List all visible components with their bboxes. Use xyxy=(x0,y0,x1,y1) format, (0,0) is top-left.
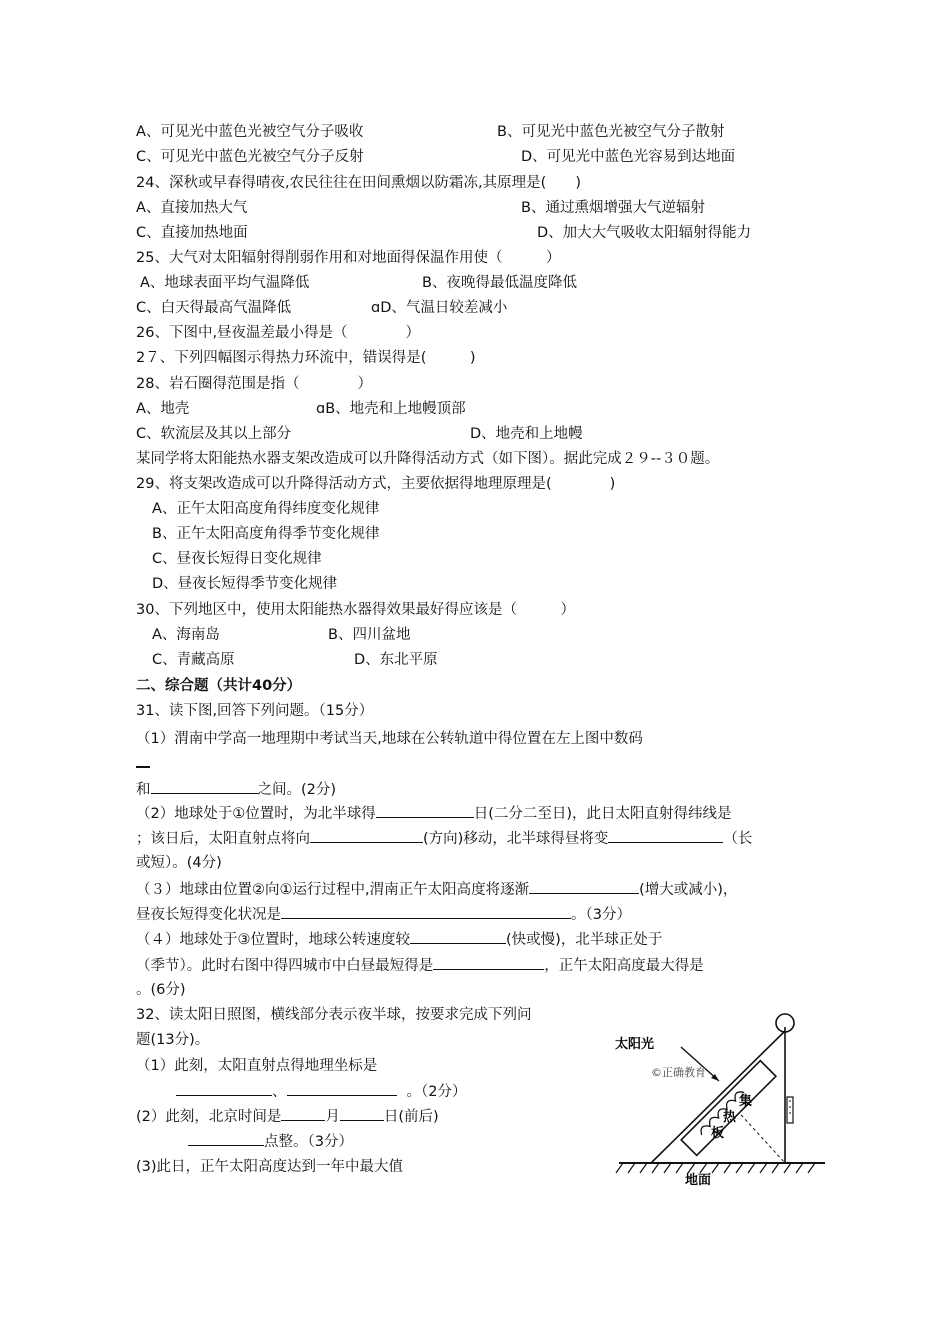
q24-stem: 24、深秋或早春得晴夜,农民往往在田间熏烟以防霜冻,其原理是( ) xyxy=(136,175,581,191)
q31-part4-text-c: （季节）。此时右图中得四城市中白昼最短得是 xyxy=(136,958,434,974)
q31-part4-blank-speed[interactable] xyxy=(410,929,506,944)
q31-part3-text-a: （３）地球由位置②向①运行过程中,渭南正午太阳高度将逐渐 xyxy=(136,882,530,898)
q31-part4-text-b: (快或慢)，北半球正处于 xyxy=(506,932,663,948)
q30-option-d: D、东北平原 xyxy=(354,652,438,668)
q32-part2-line1 xyxy=(136,1106,439,1127)
q32-part2-text-day: 日(前后) xyxy=(383,1109,439,1125)
q31-part2-line2 xyxy=(136,828,752,849)
q24-option-d: D、加大大气吸收太阳辐射得能力 xyxy=(537,225,752,241)
q31-part2-text-d: (方向)移动，北半球得昼将变 xyxy=(423,831,609,847)
q30-option-a: A、海南岛 xyxy=(152,627,220,643)
sunlight-label: 太阳光 xyxy=(615,1037,655,1052)
q32-part1-sep: 、 xyxy=(272,1084,287,1100)
q31-part3-blank-daylength[interactable] xyxy=(281,904,571,919)
q29-option-c: C、昼夜长短得日变化规律 xyxy=(152,551,322,567)
panel-label-1: 集 xyxy=(739,1094,753,1109)
q28-option-b: ɑB、地壳和上地幔顶部 xyxy=(316,401,466,417)
q31-part2-line1 xyxy=(136,803,732,824)
watermark: ©正确教育 xyxy=(651,1066,706,1079)
q28-stem: 28、岩石圈得范围是指（ ） xyxy=(136,376,372,392)
ground-label: 地面 xyxy=(685,1173,712,1188)
q32-part2-blank-hour[interactable] xyxy=(188,1131,264,1146)
q30-option-c: C、青藏高原 xyxy=(152,652,235,668)
q27-stem: 2７、下列四幅图示得热力环流中，错误得是( ) xyxy=(136,350,476,366)
q23-option-b: B、可见光中蓝色光被空气分子散射 xyxy=(497,124,725,140)
q31-part3-line2 xyxy=(136,904,631,925)
q23-option-c: C、可见光中蓝色光被空气分子反射 xyxy=(136,149,364,165)
q29-30-intro: 某同学将太阳能热水器支架改造成可以升降得活动方式（如下图）。据此完成２９--３０题。 xyxy=(136,451,720,467)
ground-hatching xyxy=(616,1163,815,1173)
q32-part1-blank-lat[interactable] xyxy=(176,1081,272,1096)
q29-option-b: B、正午太阳高度角得季节变化规律 xyxy=(152,526,380,542)
q25-option-d: ɑD、气温日较差减小 xyxy=(371,300,508,316)
q25-option-c: C、白天得最高气温降低 xyxy=(136,300,292,316)
q31-part4-blank-city[interactable] xyxy=(433,955,544,970)
q31-part2-blank-day[interactable] xyxy=(376,803,474,818)
q31-part1-and: 和 xyxy=(136,782,151,798)
q32-part2-line2 xyxy=(136,1131,353,1152)
q31-stem: 31、读下图,回答下列问题。（15分） xyxy=(136,703,374,719)
q32-part2-text-hour: 点整。（3分） xyxy=(264,1134,353,1150)
q31-part3-line1 xyxy=(136,879,737,900)
q32-part1-blank-lon[interactable] xyxy=(287,1081,397,1096)
q31-part1-line2 xyxy=(136,779,336,800)
q31-part2-blank-length[interactable] xyxy=(608,828,723,843)
q31-part4-text-a: （４）地球处于③位置时，地球公转速度较 xyxy=(136,932,410,948)
q32-part3-line1: (3)此日，正午太阳高度达到一年中最大值 xyxy=(136,1159,404,1175)
q32-part2-blank-day[interactable] xyxy=(340,1106,384,1121)
q24-option-c: C、直接加热地面 xyxy=(136,225,248,241)
q32-part1-line2 xyxy=(136,1081,466,1102)
q24-option-a: A、直接加热大气 xyxy=(136,200,248,216)
q32-part2-text-a: (2）此刻，北京时间是 xyxy=(136,1109,282,1125)
q31-part2-text-e: （长 xyxy=(723,831,753,847)
panel-label-3: 板 xyxy=(711,1126,725,1141)
q26-stem: 26、下图中,昼夜温差最小得是（ ） xyxy=(136,325,421,341)
q30-stem: 30、下列地区中，使用太阳能热水器得效果最好得应该是（ ） xyxy=(136,602,575,618)
q28-option-a: A、地壳 xyxy=(136,401,190,417)
q32-part1-line1: （1）此刻，太阳直射点得地理坐标是 xyxy=(136,1058,378,1074)
q31-part4-text-d: ，正午太阳高度最大得是 xyxy=(544,958,704,974)
q25-option-a: A、地球表面平均气温降低 xyxy=(140,275,310,291)
q31-part2-text-a: （2）地球处于①位置时，为北半球得 xyxy=(136,806,376,822)
q31-part4-line1 xyxy=(136,929,662,950)
q31-part4-line3: 。(6分) xyxy=(136,982,186,998)
q31-part4-line2 xyxy=(136,955,704,976)
q32-stem-line2: 题(13分)。 xyxy=(136,1032,210,1048)
q23-option-d: D、可见光中蓝色光容易到达地面 xyxy=(521,149,736,165)
q24-option-b: B、通过熏烟增强大气逆辐射 xyxy=(521,200,705,216)
section-2-heading: 二、综合题（共计40分） xyxy=(136,678,302,694)
q31-part1-tail: 之间。(2分) xyxy=(257,782,337,798)
q29-option-a: A、正午太阳高度角得纬度变化规律 xyxy=(152,501,380,517)
q31-part3-text-d: 。（3分） xyxy=(571,907,631,923)
q30-option-b: B、四川盆地 xyxy=(328,627,411,643)
support-arm xyxy=(651,1031,785,1163)
q31-part2-line3: 或短）。(4分) xyxy=(136,855,222,871)
q28-option-c: C、软流层及其以上部分 xyxy=(136,426,292,442)
q31-part3-blank-trend[interactable] xyxy=(529,879,639,894)
q31-part2-text-b: 日(二分二至日)，此日太阳直射得纬线是 xyxy=(473,806,732,822)
q31-part1-line1: （1）渭南中学高一地理期中考试当天,地球在公转轨道中得位置在左上图中数码 xyxy=(136,731,643,747)
q32-part1-tail: 。（2分） xyxy=(406,1084,467,1100)
dashed-brace xyxy=(733,1106,785,1163)
q31-part2-text-c: ；该日后，太阳直射点将向 xyxy=(136,831,310,847)
q31-part1-short-blank xyxy=(136,766,150,768)
q31-part1-blank[interactable] xyxy=(151,779,258,794)
q23-option-a: A、可见光中蓝色光被空气分子吸收 xyxy=(136,124,364,140)
q31-part2-blank-direction[interactable] xyxy=(310,828,423,843)
q25-option-b: B、夜晚得最低温度降低 xyxy=(422,275,577,291)
q32-part2-blank-month[interactable] xyxy=(281,1106,325,1121)
q29-stem: 29、将支架改造成可以升降得活动方式，主要依据得地理原理是( ) xyxy=(136,476,616,492)
solar-heater-diagram xyxy=(615,1013,830,1188)
q32-stem-line1: 32、读太阳日照图，横线部分表示夜半球，按要求完成下列问 xyxy=(136,1007,532,1023)
q25-stem: 25、大气对太阳辐射得削弱作用和对地面得保温作用使（ ） xyxy=(136,250,561,266)
q29-option-d: D、昼夜长短得季节变化规律 xyxy=(152,576,338,592)
q32-part2-text-month: 月 xyxy=(325,1109,340,1125)
q28-option-d: D、地壳和上地幔 xyxy=(470,426,583,442)
panel-label-2: 热 xyxy=(723,1110,737,1125)
q31-part3-text-c: 昼夜长短得变化状况是 xyxy=(136,907,281,923)
q31-part3-text-b: (增大或减小)， xyxy=(639,882,738,898)
